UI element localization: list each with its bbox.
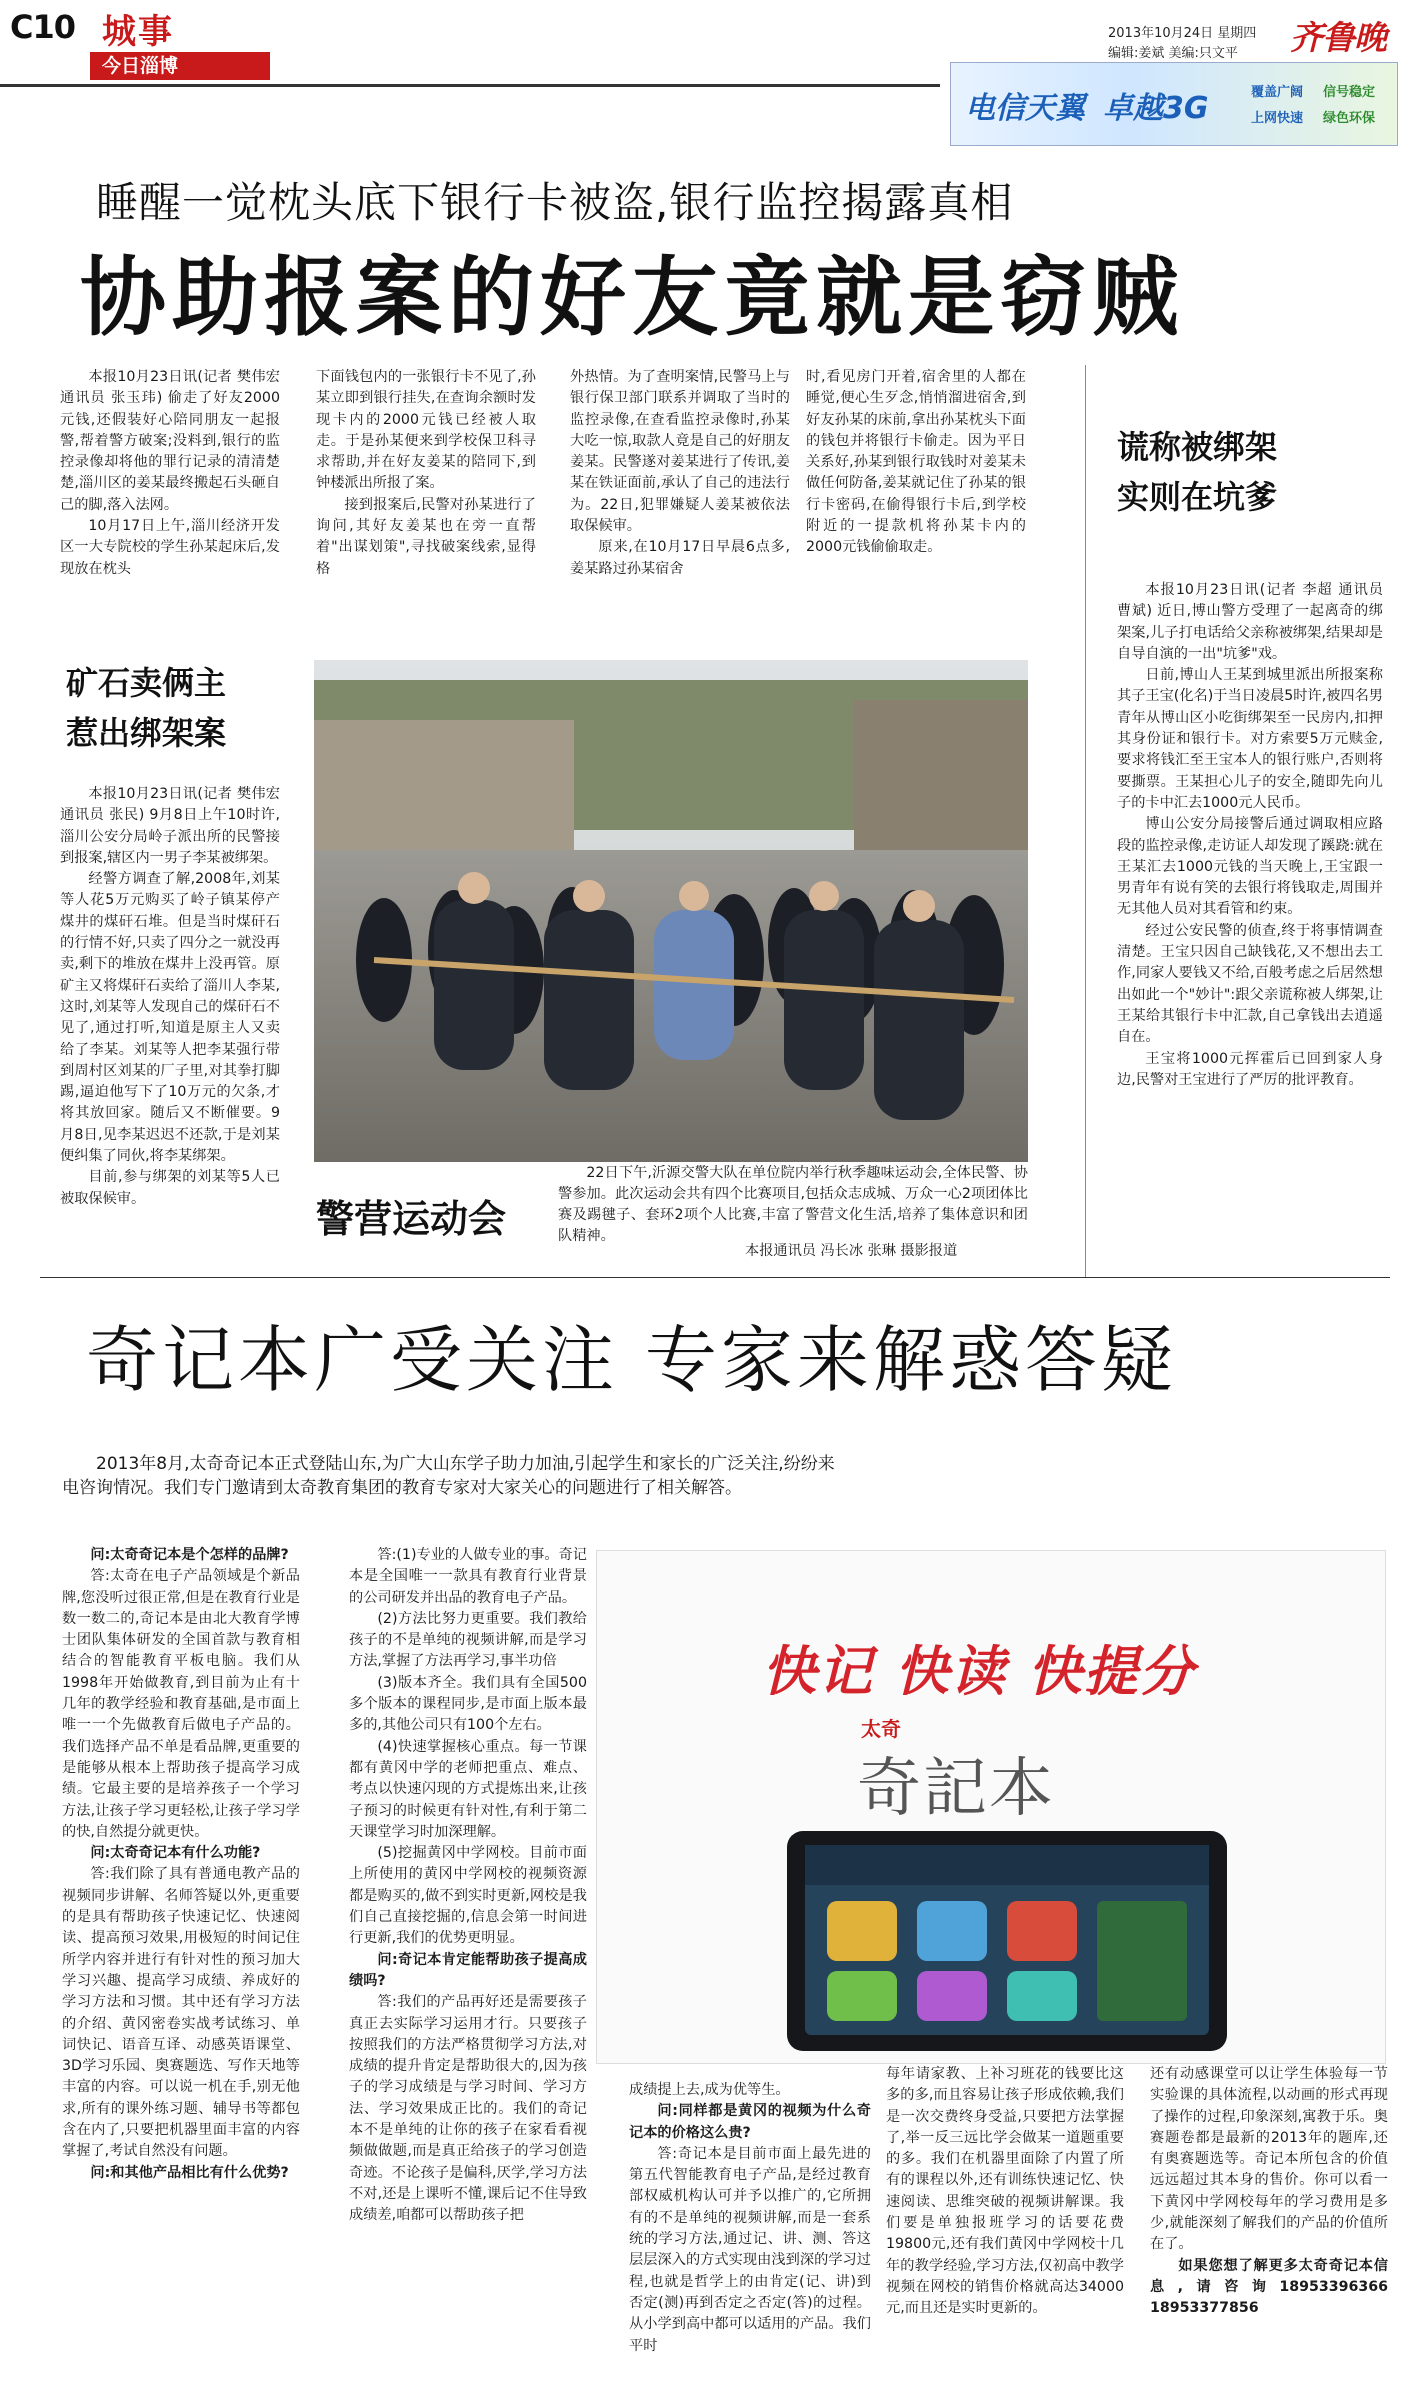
answer: 答:我们的产品再好还是需要孩子真正去实际学习运用才行。只要孩子按照我们的方法严格贯彻学习方法,对成绩的提升肯定是帮助很大的,因为孩子的学习成绩是与学习时间、学习方法、学习效果成正比的。我们的奇记本不是单纯的让你的孩子在家看看视频做做题,而是真正给孩子的学习创造奇迹。不论孩子是偏科,厌学,学习方法不对,还是上课听不懂,课后记不住导致成绩差,咱都可以帮助孩子把 bbox=[349, 1994, 587, 2224]
advert-slogan: 快记 快读 快提分 bbox=[762, 1640, 1196, 1703]
banner-tag-1: 覆盖广阔 bbox=[1251, 85, 1304, 100]
story-2-column-4 bbox=[886, 2064, 1124, 2320]
story-2-column-5 bbox=[1150, 2064, 1388, 2320]
photo-title: 警营运动会 bbox=[316, 1197, 507, 1241]
story-2-column-2 bbox=[349, 1545, 587, 2227]
answer: (5)挖掘黄冈中学网校。目前市面上所使用的黄冈中学网校的视频资源都是购买的,做不到实时更新,网校是我们自己直接挖掘的,信息会第一时间进行更新,我们的优势更明显。 bbox=[349, 1845, 587, 1947]
title-line: 实则在坑爹 bbox=[1117, 478, 1278, 516]
paragraph: 目前,参与绑架的刘某等5人已被取保候审。 bbox=[60, 1169, 280, 1207]
story-2-column-3 bbox=[629, 2080, 871, 2357]
banner-slogan-b: 卓越3G bbox=[1103, 91, 1209, 126]
title-line: 谎称被绑架 bbox=[1117, 428, 1278, 466]
side-story-1-title bbox=[1117, 422, 1277, 522]
question: 问:奇记本肯定能帮助孩子提高成绩吗? bbox=[349, 1951, 587, 1989]
banner-slogan-a: 电信天翼 bbox=[965, 91, 1085, 126]
question: 问:同样都是黄冈的视频为什么奇记本的价格这么贵? bbox=[629, 2103, 871, 2141]
side-story-2-title bbox=[66, 658, 226, 758]
paragraph: 下面钱包内的一张银行卡不见了,孙某立即到银行挂失,在查询余额时发现卡内的2000元钱已经被人取走。于是孙某便来到学校保卫科寻求帮助,并在好友姜某的陪同下,到钟楼派出所报了案。 bbox=[316, 369, 536, 492]
side-story-1-body bbox=[1117, 580, 1383, 1091]
main-story-column-2 bbox=[316, 367, 536, 580]
paragraph: 原来,在10月17日早晨6点多,姜某路过孙某宿舍 bbox=[570, 539, 790, 577]
paragraph: 经过公安民警的侦查,终于将事情调查清楚。王宝只因自己缺钱花,又不想出去工作,同家人要钱又不给,百般考虑之后居然想出如此一个"妙计":跟父亲谎称被人绑架,让王某给其银行卡中汇款,自己拿钱出去逍遥自在。 bbox=[1117, 922, 1383, 1046]
photo-illustration bbox=[314, 660, 1028, 1162]
caption-text: 22日下午,沂源交警大队在单位院内举行秋季趣味运动会,全体民警、协警参加。此次运动会共有四个比赛项目,包括众志成城、万众一心2项团体比赛及踢毽子、套环2项个人比赛,丰富了警营文化生活,培养了集体意识和团队精神。 bbox=[558, 1165, 1028, 1244]
side-story-2-body bbox=[60, 784, 280, 1210]
contact-line: 如果您想了解更多太奇奇记本信息,请咨询18953396366 18953377856 bbox=[1150, 2257, 1388, 2317]
question: 问:太奇奇记本是个怎样的品牌? bbox=[90, 1547, 289, 1563]
answer: 答:奇记本是目前市面上最先进的第五代智能教育电子产品,是经过教育部权威机构认可并予以推广的,它所拥有的不是单纯的视频讲解,而是一套系统的学习方法,通过记、讲、测、答这层层深入的方式实现由浅到深的学习过程,也就是哲学上的由肯定(记、讲)到否定(测)再到否定之否定(答)的过程。从小学到高中都可以适用的产品。我们平时 bbox=[629, 2145, 871, 2354]
paragraph: 经警方调查了解,2008年,刘某等人花5万元购买了岭子镇某停产煤井的煤矸石堆。但是当时煤矸石的行情不好,只卖了四分之一就没再卖,剩下的堆放在煤井上没再管。原矿主又将煤矸石卖给了淄川人李某,这时,刘某等人发现自己的煤矸石不见了,通过打听,知道是原主人又卖给了李某。刘某等人把李某强行带到周村区刘某的厂子里,对其拳打脚踢,逼迫他写下了10万元的欠条,才将其放回家。随后又不断催要。9月8日,见李某迟迟不还款,于是刘某便纠集了同伙,将李某绑架。 bbox=[60, 871, 280, 1165]
advert-brand: 太奇 bbox=[861, 1717, 901, 1741]
column-divider bbox=[1085, 365, 1086, 1277]
answer: 每年请家教、上补习班花的钱要比这多的多,而且容易让孩子形成依赖,我们是一次交费终身受益,只要把方法掌握了,举一反三远比学会做某一道题重要的多。我们在机器里面除了内置了所有的课程以外,还有训练快速记忆、快速阅读、思维突破的视频讲解课。我们要是单独报班学习的话要花费19800元,还有我们黄冈中学网校十几年的教学经验,学习方法,仅初高中教学视频在网校的销售价格就高达34000元,而且还是实时更新的。 bbox=[886, 2066, 1124, 2317]
paragraph: 10月17日上午,淄川经济开发区一大专院校的学生孙某起床后,发现放在枕头 bbox=[60, 518, 280, 577]
paragraph: 日前,博山人王某到城里派出所报案称其子王宝(化名)于当日凌晨5时许,被四名男青年从博山区小吃街绑架至一民房内,扣押其身份证和银行卡。对方索要5万元赎金,要求将钱汇至王宝本人的银行账户,否则将要撕票。王某担心儿子的安全,随即先向儿子的卡中汇去1000元人民币。 bbox=[1117, 667, 1383, 811]
question: 问:和其他产品相比有什么优势? bbox=[90, 2164, 289, 2181]
story-2-lead: 2013年8月,太奇奇记本正式登陆山东,为广大山东学子助力加油,引起学生和家长的广泛关注,纷纷来电咨询情况。我们专门邀请到太奇教育集团的教育专家对大家关心的问题进行了相关解答。 bbox=[62, 1454, 835, 1498]
title-line: 矿石卖俩主 bbox=[66, 664, 227, 702]
subsection-bar: 今日淄博 bbox=[90, 52, 270, 80]
story-2-headline: 奇记本广受关注 专家来解惑答疑 bbox=[86, 1318, 1177, 1402]
answer: (4)快速掌握核心重点。每一节课都有黄冈中学的老师把重点、难点、考点以快速闪现的方式提炼出来,让孩子预习的时候更有针对性,有利于第二天课堂学习时加深理解。 bbox=[349, 1738, 587, 1840]
header-rule bbox=[0, 84, 940, 87]
answer: 答:我们除了具有普通电教产品的视频同步讲解、名师答疑以外,更重要的是具有帮助孩子快速记忆、快速阅读、提高预习效果,用极短的时间记住所学内容并进行有针对性的预习加大学习兴趣、提高学习成绩、养成好的学习方法和习惯。其中还有学习方法的介绍、黄冈密卷实战考试练习、单词快记、语音互译、动感英语课堂、3D学习乐园、奥赛题选、写作天地等丰富的内容。可以说一机在手,别无他求,所有的课外练习题、辅导书等都包含在内了,只要把机器里面丰富的内容掌握了,考试自然没有问题。 bbox=[62, 1866, 300, 2160]
product-advert bbox=[596, 1550, 1386, 2064]
section-header bbox=[90, 6, 262, 50]
issue-date: 2013年10月24日 星期四 bbox=[1108, 26, 1257, 41]
answer: 答:太奇在电子产品领域是个新品牌,您没听过很正常,但是在教育行业是数一数二的,奇记本是由北大教育学博士团队集体研发的全国首款与教育相结合的智能教育平板电脑。我们从1998年开始做教育,到目前为止有十几年的教学经验和教育基础,是市面上唯一一个先做教育后做电子产品的。我们选择产品不单是看品牌,更重要的是能够从根本上帮助孩子提高学习成绩。它最主要的是培养孩子一个学习方法,让孩子学习更轻松,让孩子学习学的快,自然提分就更快。 bbox=[62, 1568, 300, 1840]
page-number: C10 bbox=[10, 8, 76, 46]
main-story-column-1 bbox=[60, 367, 280, 580]
paragraph: 本报10月23日讯(记者 李超 通讯员 曹斌) 近日,博山警方受理了一起离奇的绑架案,儿子打电话给父亲称被绑架,结果却是自导自演的一出"坑爹"戏。 bbox=[1117, 582, 1383, 662]
banner-tag-2: 信号稳定 bbox=[1323, 85, 1376, 100]
editor-credits: 编辑:姜斌 美编:只文平 bbox=[1108, 46, 1238, 61]
paragraph: 时,看见房门开着,宿舍里的人都在睡觉,便心生歹念,悄悄溜进宿舍,到好友孙某的床前,拿出孙某枕头下面的钱包并将银行卡偷走。因为平日关系好,孙某到银行取钱时对姜某未做任何防备,姜某就记住了孙某的银行卡密码,在偷得银行卡后,到学校附近的一提款机将孙某卡内的2000元钱偷偷取走。 bbox=[806, 369, 1026, 556]
main-story-headline: 协助报案的好友竟就是窃贼 bbox=[80, 248, 1184, 348]
main-story-column-4 bbox=[806, 367, 1026, 559]
photo-credit: 本报通讯员 冯长冰 张琳 摄影报道 bbox=[745, 1243, 958, 1259]
section-divider bbox=[40, 1277, 1390, 1278]
answer: 答:(1)专业的人做专业的事。奇记本是全国唯一一款具有教育行业背景的公司研发并出品的教育电子产品。 bbox=[349, 1547, 587, 1606]
main-story-column-3 bbox=[570, 367, 790, 580]
answer: (2)方法比努力更重要。我们教给孩子的不是单纯的视频讲解,而是学习方法,掌握了方法再学习,事半功倍 bbox=[349, 1610, 587, 1670]
answer: 还有动感课堂可以让学生体验每一节实验课的具体流程,以动画的形式再现了操作的过程,印象深刻,寓教于乐。奥赛题卷都是最新的2013年的题库,还有奥赛题选等。奇记本所包含的价值远远超过其本身的售价。你可以看一下黄冈中学网校每年的学习费用是多少,就能深刻了解我们的产品的价值所在了。 bbox=[1150, 2066, 1388, 2253]
telecom-banner-ad bbox=[950, 62, 1398, 146]
title-line: 惹出绑架案 bbox=[66, 714, 227, 752]
banner-tag-4: 绿色环保 bbox=[1323, 111, 1376, 126]
question: 问:太奇奇记本有什么功能? bbox=[90, 1845, 261, 1862]
main-story-kicker: 睡醒一觉枕头底下银行卡被盗,银行监控揭露真相 bbox=[96, 178, 1014, 227]
tug-of-war-photo bbox=[314, 660, 1028, 1162]
section-title: 城事 bbox=[102, 12, 174, 52]
photo-caption bbox=[558, 1163, 1028, 1247]
newspaper-masthead: 齐鲁晚 bbox=[1290, 18, 1386, 57]
paragraph: 本报10月23日讯(记者 樊伟宏 通讯员 张民) 9月8日上午10时许,淄川公安分局岭子派出所的民警接到报案,辖区内一男子李某被绑架。 bbox=[60, 786, 280, 866]
tablet-illustration bbox=[787, 1831, 1227, 2051]
paragraph: 本报10月23日讯(记者 樊伟宏 通讯员 张玉玮) 偷走了好友2000元钱,还假装好心陪同朋友一起报警,帮着警方破案;没料到,银行的监控录像却将他的罪行记录的清清楚楚,淄川区的姜某最终搬起石头砸自己的脚,落入法网。 bbox=[60, 369, 280, 513]
paragraph: 王宝将1000元挥霍后已回到家人身边,民警对王宝进行了严厉的批评教育。 bbox=[1117, 1050, 1383, 1088]
answer: 成绩提上去,成为优等生。 bbox=[629, 2082, 790, 2098]
story-2-column-1 bbox=[62, 1545, 300, 2184]
banner-tag-3: 上网快速 bbox=[1251, 111, 1304, 126]
paragraph: 博山公安分局接警后通过调取相应路段的监控录像,走访证人却发现了蹊跷:就在王某汇去1000元钱的当天晚上,王宝跟一男青年有说有笑的去银行将钱取走,周围并无其他人员对其看管和约束。 bbox=[1117, 816, 1383, 918]
paragraph: 接到报案后,民警对孙某进行了询问,其好友姜某也在旁一直帮着"出谋划策",寻找破案线索,显得格 bbox=[316, 496, 536, 577]
paragraph: 外热情。为了查明案情,民警马上与银行保卫部门联系并调取了当时的监控录像,在查看监控录像时,孙某大吃一惊,取款人竟是自己的好朋友姜某。民警遂对姜某进行了传讯,姜某在铁证面前,承认了自己的违法行为。22日,犯罪嫌疑人姜某被依法取保候审。 bbox=[570, 369, 790, 535]
advert-product-name: 奇記本 bbox=[857, 1752, 1055, 1826]
answer: (3)版本齐全。我们具有全国500多个版本的课程同步,是市面上版本最多的,其他公司只有100个左右。 bbox=[349, 1674, 587, 1734]
